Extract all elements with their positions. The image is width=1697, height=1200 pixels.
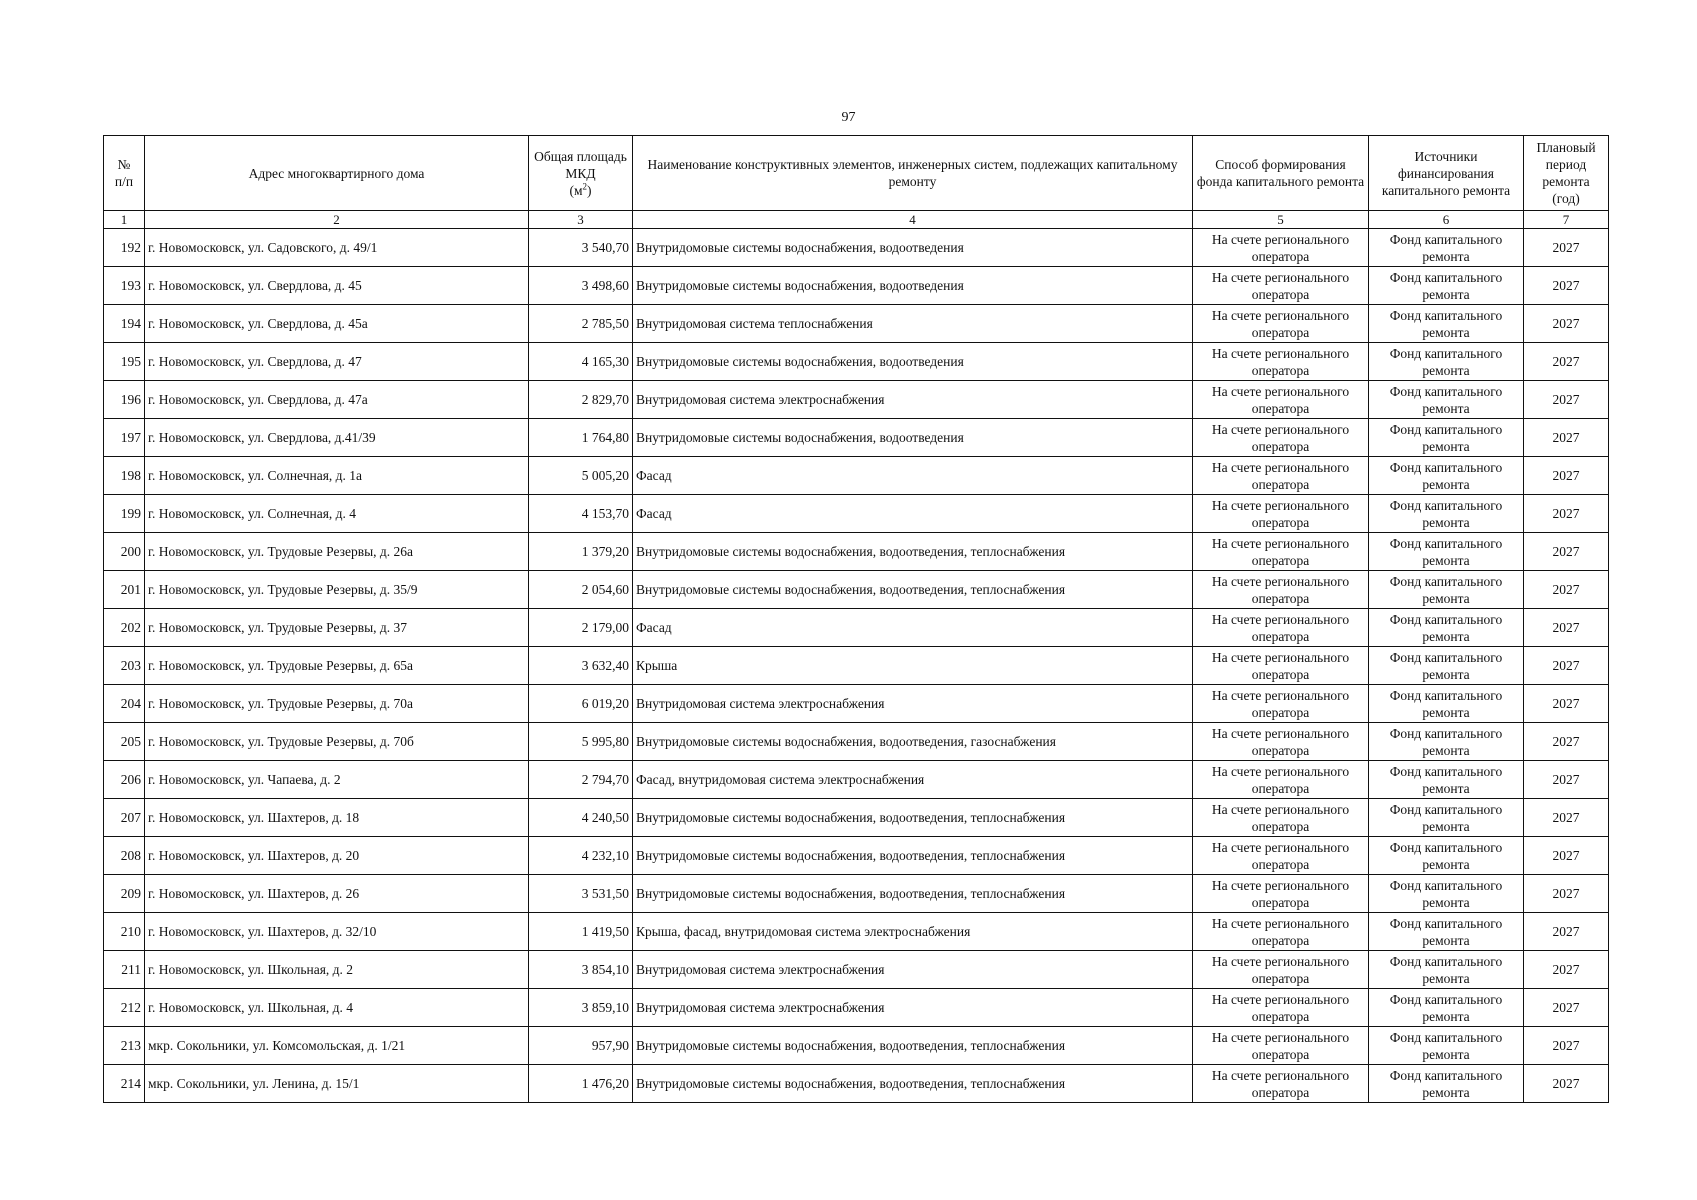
row-area: 6 019,20 [529,685,633,723]
row-fund-method: На счете регионального оператора [1193,799,1369,837]
row-area: 4 153,70 [529,495,633,533]
row-year: 2027 [1524,343,1609,381]
row-area: 2 054,60 [529,571,633,609]
row-address: г. Новомосковск, ул. Трудовые Резервы, д. 70б [145,723,529,761]
row-address: мкр. Сокольники, ул. Комсомольская, д. 1/21 [145,1027,529,1065]
row-year: 2027 [1524,229,1609,267]
row-fund-method: На счете регионального оператора [1193,381,1369,419]
row-elements: Внутридомовые системы водоснабжения, водоотведения, теплоснабжения [633,799,1193,837]
table-row [104,761,1609,799]
header-num [104,136,145,211]
row-source: Фонд капитального ремонта [1369,647,1524,685]
row-address: г. Новомосковск, ул. Трудовые Резервы, д. 35/9 [145,571,529,609]
row-number: 206 [104,761,145,799]
row-source: Фонд капитального ремонта [1369,799,1524,837]
row-address: г. Новомосковск, ул. Трудовые Резервы, д. 65а [145,647,529,685]
row-year: 2027 [1524,989,1609,1027]
row-elements: Внутридомовая система электроснабжения [633,685,1193,723]
row-year: 2027 [1524,305,1609,343]
row-year: 2027 [1524,951,1609,989]
table-row [104,875,1609,913]
row-address: г. Новомосковск, ул. Свердлова, д. 47 [145,343,529,381]
row-fund-method: На счете регионального оператора [1193,571,1369,609]
row-address: г. Новомосковск, ул. Свердлова, д. 45а [145,305,529,343]
row-address: г. Новомосковск, ул. Свердлова, д. 45 [145,267,529,305]
row-area: 3 854,10 [529,951,633,989]
table-row [104,457,1609,495]
row-number: 203 [104,647,145,685]
row-address: г. Новомосковск, ул. Свердлова, д. 47а [145,381,529,419]
page-number: 97 [841,110,856,125]
table-row [104,1065,1609,1103]
row-fund-method: На счете регионального оператора [1193,837,1369,875]
header-area-unit-sup: 2 [582,181,588,191]
row-elements: Внутридомовые системы водоснабжения, водоотведения, теплоснабжения [633,571,1193,609]
row-fund-method: На счете регионального оператора [1193,951,1369,989]
row-fund-method: На счете регионального оператора [1193,723,1369,761]
row-year: 2027 [1524,875,1609,913]
row-elements: Внутридомовая система электроснабжения [633,989,1193,1027]
row-source: Фонд капитального ремонта [1369,495,1524,533]
row-source: Фонд капитального ремонта [1369,761,1524,799]
row-area: 1 476,20 [529,1065,633,1103]
header-area-label: Общая площадь МКД [534,148,627,181]
row-source: Фонд капитального ремонта [1369,343,1524,381]
row-number: 211 [104,951,145,989]
row-area: 3 540,70 [529,229,633,267]
header-row [104,136,1609,211]
row-elements: Внутридомовые системы водоснабжения, водоотведения, теплоснабжения [633,1027,1193,1065]
row-number: 208 [104,837,145,875]
row-number: 198 [104,457,145,495]
row-source: Фонд капитального ремонта [1369,533,1524,571]
column-number: 1 [104,211,145,229]
row-elements: Внутридомовые системы водоснабжения, водоотведения [633,267,1193,305]
row-area: 2 794,70 [529,761,633,799]
row-source: Фонд капитального ремонта [1369,1065,1524,1103]
row-year: 2027 [1524,647,1609,685]
header-area-unit-open: (м [569,182,583,198]
header-area [529,136,633,211]
row-year: 2027 [1524,1065,1609,1103]
row-number: 214 [104,1065,145,1103]
row-fund-method: На счете регионального оператора [1193,343,1369,381]
row-address: г. Новомосковск, ул. Трудовые Резервы, д. 26а [145,533,529,571]
row-year: 2027 [1524,457,1609,495]
table-row [104,419,1609,457]
row-elements: Фасад [633,495,1193,533]
row-year: 2027 [1524,799,1609,837]
row-source: Фонд капитального ремонта [1369,229,1524,267]
row-fund-method: На счете регионального оператора [1193,305,1369,343]
table-row [104,229,1609,267]
column-number-row [104,211,1609,229]
row-fund-method: На счете регионального оператора [1193,419,1369,457]
row-source: Фонд капитального ремонта [1369,419,1524,457]
row-number: 209 [104,875,145,913]
row-elements: Внутридомовые системы водоснабжения, водоотведения [633,229,1193,267]
row-elements: Фасад [633,457,1193,495]
header-elements: Наименование конструктивных элементов, инженерных систем, подлежащих капитальному ремонту [633,136,1193,211]
row-area: 5 005,20 [529,457,633,495]
row-area: 1 764,80 [529,419,633,457]
table-row [104,609,1609,647]
row-year: 2027 [1524,761,1609,799]
row-area: 4 165,30 [529,343,633,381]
row-source: Фонд капитального ремонта [1369,305,1524,343]
row-year: 2027 [1524,267,1609,305]
header-area-unit-close: ) [587,182,592,198]
row-year: 2027 [1524,571,1609,609]
table-row [104,533,1609,571]
row-address: г. Новомосковск, ул. Солнечная, д. 4 [145,495,529,533]
table-row [104,305,1609,343]
row-fund-method: На счете регионального оператора [1193,267,1369,305]
row-year: 2027 [1524,837,1609,875]
table-row [104,571,1609,609]
row-address: мкр. Сокольники, ул. Ленина, д. 15/1 [145,1065,529,1103]
row-address: г. Новомосковск, ул. Шахтеров, д. 20 [145,837,529,875]
row-area: 2 785,50 [529,305,633,343]
header-num-pp: п/п [114,174,134,189]
row-number: 212 [104,989,145,1027]
row-fund-method: На счете регионального оператора [1193,533,1369,571]
row-fund-method: На счете регионального оператора [1193,875,1369,913]
table-row [104,951,1609,989]
row-fund-method: На счете регионального оператора [1193,609,1369,647]
row-fund-method: На счете регионального оператора [1193,647,1369,685]
row-year: 2027 [1524,685,1609,723]
row-elements: Внутридомовые системы водоснабжения, водоотведения, газоснабжения [633,723,1193,761]
header-fund-method: Способ формирования фонда капитального ремонта [1193,136,1369,211]
row-year: 2027 [1524,1027,1609,1065]
row-source: Фонд капитального ремонта [1369,685,1524,723]
row-area: 4 240,50 [529,799,633,837]
row-source: Фонд капитального ремонта [1369,609,1524,647]
row-number: 194 [104,305,145,343]
row-fund-method: На счете регионального оператора [1193,685,1369,723]
row-address: г. Новомосковск, ул. Трудовые Резервы, д. 70а [145,685,529,723]
row-address: г. Новомосковск, ул. Садовского, д. 49/1 [145,229,529,267]
row-address: г. Новомосковск, ул. Трудовые Резервы, д. 37 [145,609,529,647]
row-fund-method: На счете регионального оператора [1193,761,1369,799]
row-number: 210 [104,913,145,951]
row-address: г. Новомосковск, ул. Шахтеров, д. 26 [145,875,529,913]
row-address: г. Новомосковск, ул. Солнечная, д. 1а [145,457,529,495]
row-number: 205 [104,723,145,761]
table-row [104,1027,1609,1065]
table-row [104,647,1609,685]
row-year: 2027 [1524,419,1609,457]
row-source: Фонд капитального ремонта [1369,381,1524,419]
row-fund-method: На счете регионального оператора [1193,913,1369,951]
row-number: 195 [104,343,145,381]
row-area: 1 419,50 [529,913,633,951]
table-body [104,229,1609,1103]
row-source: Фонд капитального ремонта [1369,267,1524,305]
row-address: г. Новомосковск, ул. Шахтеров, д. 18 [145,799,529,837]
row-source: Фонд капитального ремонта [1369,989,1524,1027]
row-elements: Внутридомовая система теплоснабжения [633,305,1193,343]
row-source: Фонд капитального ремонта [1369,457,1524,495]
row-elements: Внутридомовые системы водоснабжения, водоотведения, теплоснабжения [633,837,1193,875]
row-elements: Внутридомовые системы водоснабжения, водоотведения [633,419,1193,457]
row-year: 2027 [1524,609,1609,647]
table-row [104,913,1609,951]
row-elements: Крыша, фасад, внутридомовая система электроснабжения [633,913,1193,951]
table-row [104,267,1609,305]
table-row [104,495,1609,533]
row-area: 3 632,40 [529,647,633,685]
row-area: 3 859,10 [529,989,633,1027]
column-number: 2 [145,211,529,229]
row-elements: Внутридомовые системы водоснабжения, водоотведения, теплоснабжения [633,1065,1193,1103]
row-fund-method: На счете регионального оператора [1193,989,1369,1027]
table-row [104,343,1609,381]
row-fund-method: На счете регионального оператора [1193,229,1369,267]
column-number: 3 [529,211,633,229]
row-area: 4 232,10 [529,837,633,875]
table-row [104,685,1609,723]
row-area: 957,90 [529,1027,633,1065]
header-address: Адрес многоквартирного дома [145,136,529,211]
column-number: 4 [633,211,1193,229]
header-period: Плановый период ремонта (год) [1524,136,1609,211]
table-row [104,723,1609,761]
row-year: 2027 [1524,495,1609,533]
row-number: 199 [104,495,145,533]
row-source: Фонд капитального ремонта [1369,571,1524,609]
row-elements: Фасад [633,609,1193,647]
row-elements: Крыша [633,647,1193,685]
row-address: г. Новомосковск, ул. Шахтеров, д. 32/10 [145,913,529,951]
row-source: Фонд капитального ремонта [1369,837,1524,875]
row-number: 196 [104,381,145,419]
table-row [104,799,1609,837]
row-number: 204 [104,685,145,723]
row-number: 213 [104,1027,145,1065]
row-fund-method: На счете регионального оператора [1193,1065,1369,1103]
row-year: 2027 [1524,723,1609,761]
row-elements: Внутридомовые системы водоснабжения, водоотведения, теплоснабжения [633,875,1193,913]
row-source: Фонд капитального ремонта [1369,723,1524,761]
row-number: 207 [104,799,145,837]
row-source: Фонд капитального ремонта [1369,913,1524,951]
row-fund-method: На счете регионального оператора [1193,1027,1369,1065]
row-address: г. Новомосковск, ул. Школьная, д. 2 [145,951,529,989]
repair-program-table [103,135,1609,1103]
row-source: Фонд капитального ремонта [1369,1027,1524,1065]
row-number: 201 [104,571,145,609]
row-number: 197 [104,419,145,457]
row-elements: Внутридомовые системы водоснабжения, водоотведения [633,343,1193,381]
row-number: 202 [104,609,145,647]
row-source: Фонд капитального ремонта [1369,875,1524,913]
row-year: 2027 [1524,381,1609,419]
row-elements: Фасад, внутридомовая система электроснабжения [633,761,1193,799]
header-sources: Источники финансирования капитального ремонта [1369,136,1524,211]
row-address: г. Новомосковск, ул. Свердлова, д.41/39 [145,419,529,457]
row-area: 2 829,70 [529,381,633,419]
header-num-sign: № [117,157,131,172]
table-row [104,989,1609,1027]
table-row [104,381,1609,419]
row-area: 3 498,60 [529,267,633,305]
row-address: г. Новомосковск, ул. Школьная, д. 4 [145,989,529,1027]
row-elements: Внутридомовая система электроснабжения [633,381,1193,419]
header-area-unit [532,182,629,199]
row-area: 5 995,80 [529,723,633,761]
row-number: 193 [104,267,145,305]
row-fund-method: На счете регионального оператора [1193,495,1369,533]
row-source: Фонд капитального ремонта [1369,951,1524,989]
row-fund-method: На счете регионального оператора [1193,457,1369,495]
row-year: 2027 [1524,533,1609,571]
row-number: 192 [104,229,145,267]
column-number: 5 [1193,211,1369,229]
table-row [104,837,1609,875]
column-number: 6 [1369,211,1524,229]
row-elements: Внутридомовые системы водоснабжения, водоотведения, теплоснабжения [633,533,1193,571]
row-address: г. Новомосковск, ул. Чапаева, д. 2 [145,761,529,799]
column-number: 7 [1524,211,1609,229]
row-elements: Внутридомовая система электроснабжения [633,951,1193,989]
row-number: 200 [104,533,145,571]
row-area: 1 379,20 [529,533,633,571]
row-area: 2 179,00 [529,609,633,647]
row-area: 3 531,50 [529,875,633,913]
row-year: 2027 [1524,913,1609,951]
